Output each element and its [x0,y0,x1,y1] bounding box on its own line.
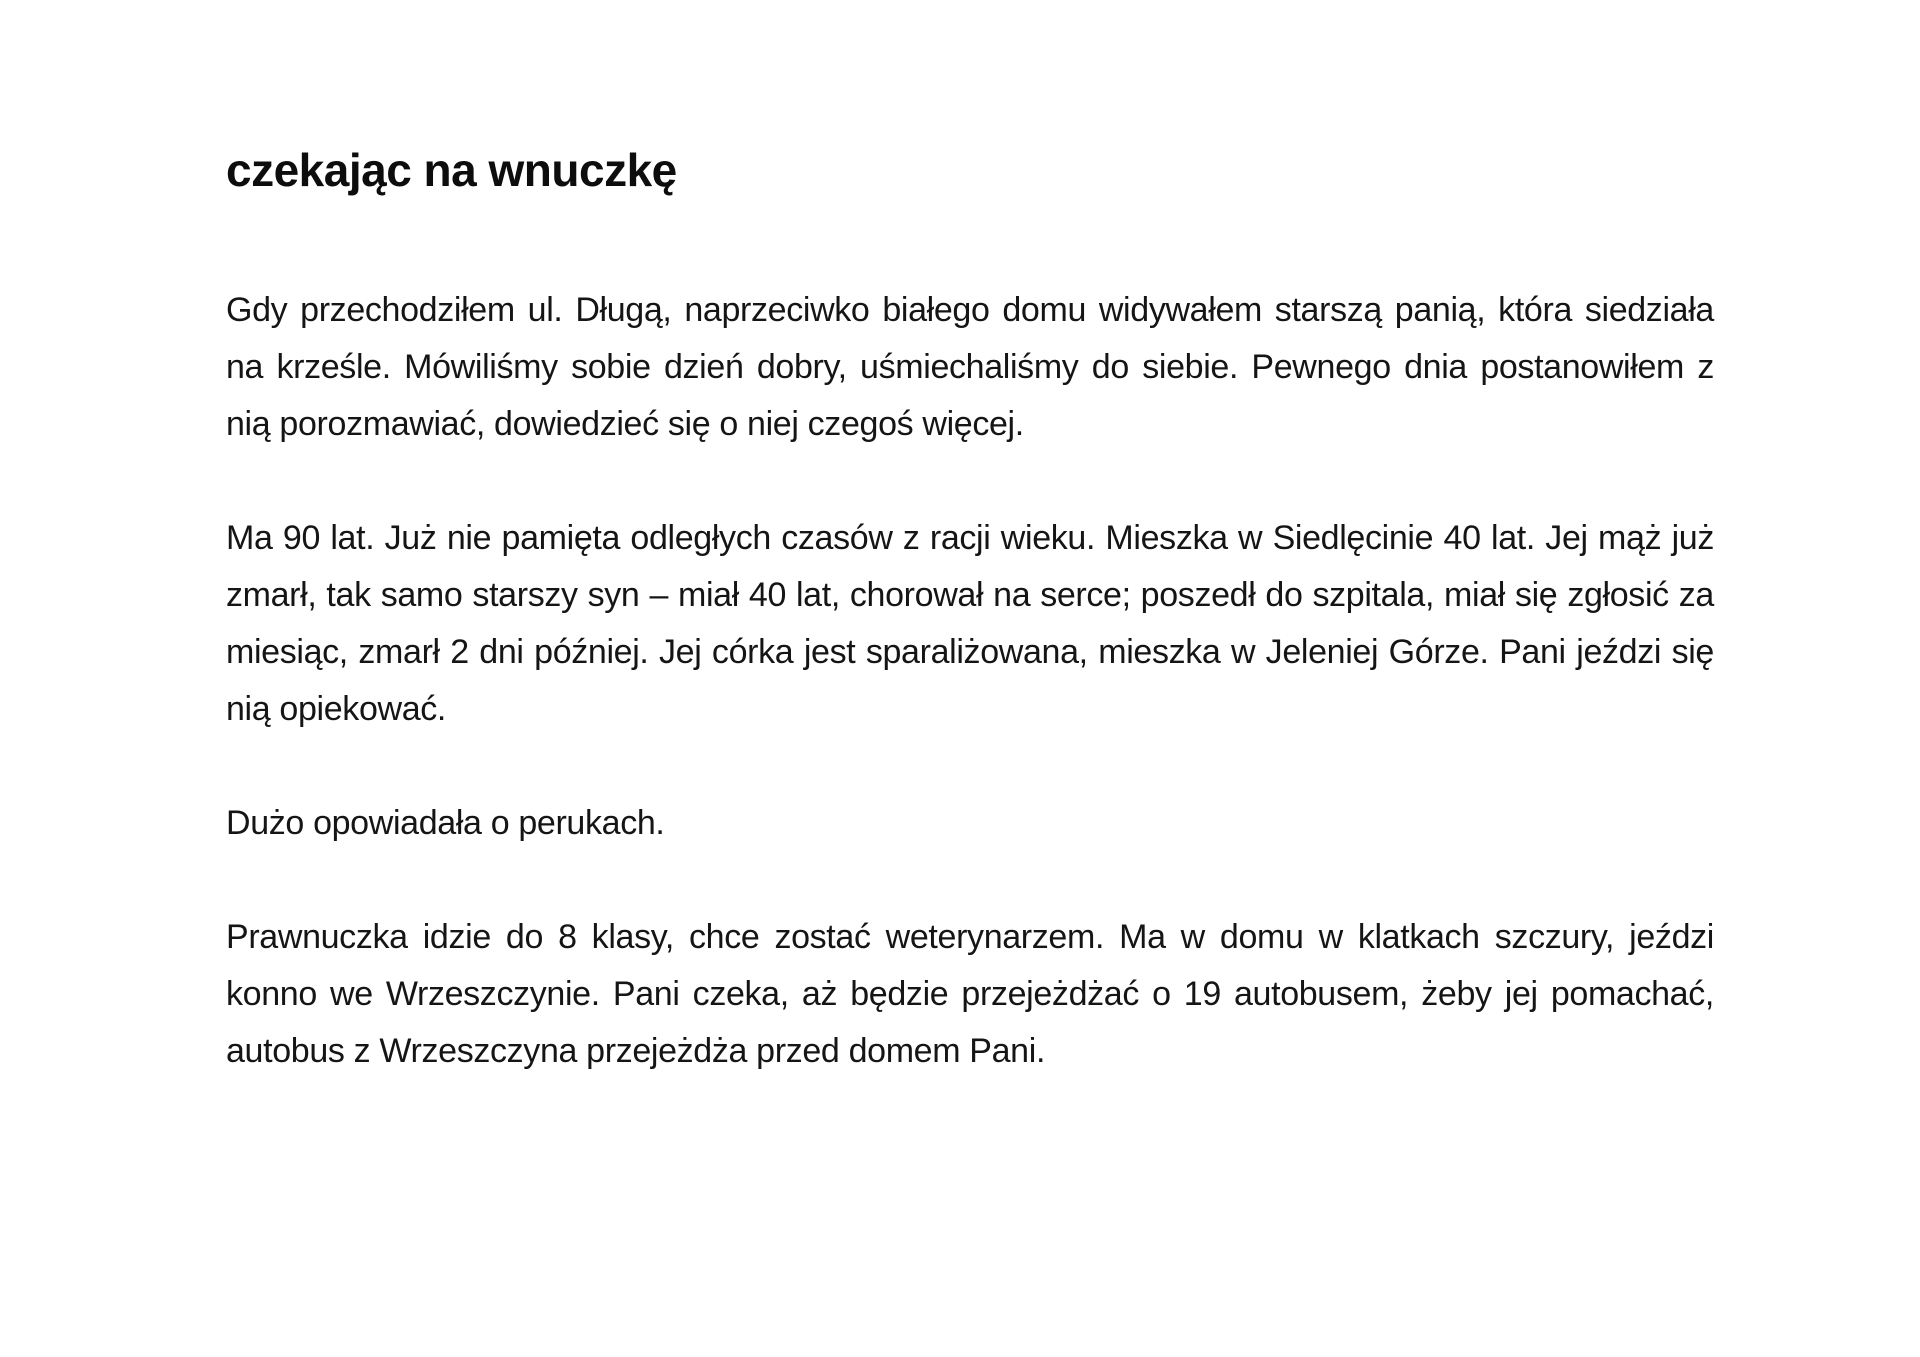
document-content [226,140,1714,1080]
paragraph-1: Gdy przechodziłem ul. Długą, naprzeciwko białego domu widywałem starszą panią, która siedziała na krześle. Mówiliśmy sobie dzień dobry, uśmiechaliśmy do siebie. Pewnego dnia postanowiłem z nią porozmawiać, dowiedzieć się o niej czegoś więcej. [226,291,1714,443]
document-title: czekając na wnuczkę [226,144,677,196]
paragraph-2: Ma 90 lat. Już nie pamięta odległych czasów z racji wieku. Mieszka w Siedlęcinie 40 lat. Jej mąż już zmarł, tak samo starszy syn – miał 40 lat, chorował na serce; poszedł do szpitala, miał się zgłosić za miesiąc, zmarł 2 dni później. Jej córka jest sparaliżowana, mieszka w Jeleniej Górze. Pani jeździ się nią opiekować. [226,519,1714,728]
paragraph-4: Prawnuczka idzie do 8 klasy, chce zostać weterynarzem. Ma w domu w klatkach szczury, jeździ konno we Wrzeszczynie. Pani czeka, aż będzie przejeżdżać o 19 autobusem, żeby jej pomachać, autobus z Wrzeszczyna przejeżdża przed domem Pani. [226,918,1714,1070]
document-body [226,282,1714,1080]
paragraph-3: Dużo opowiadała o perukach. [226,804,665,842]
